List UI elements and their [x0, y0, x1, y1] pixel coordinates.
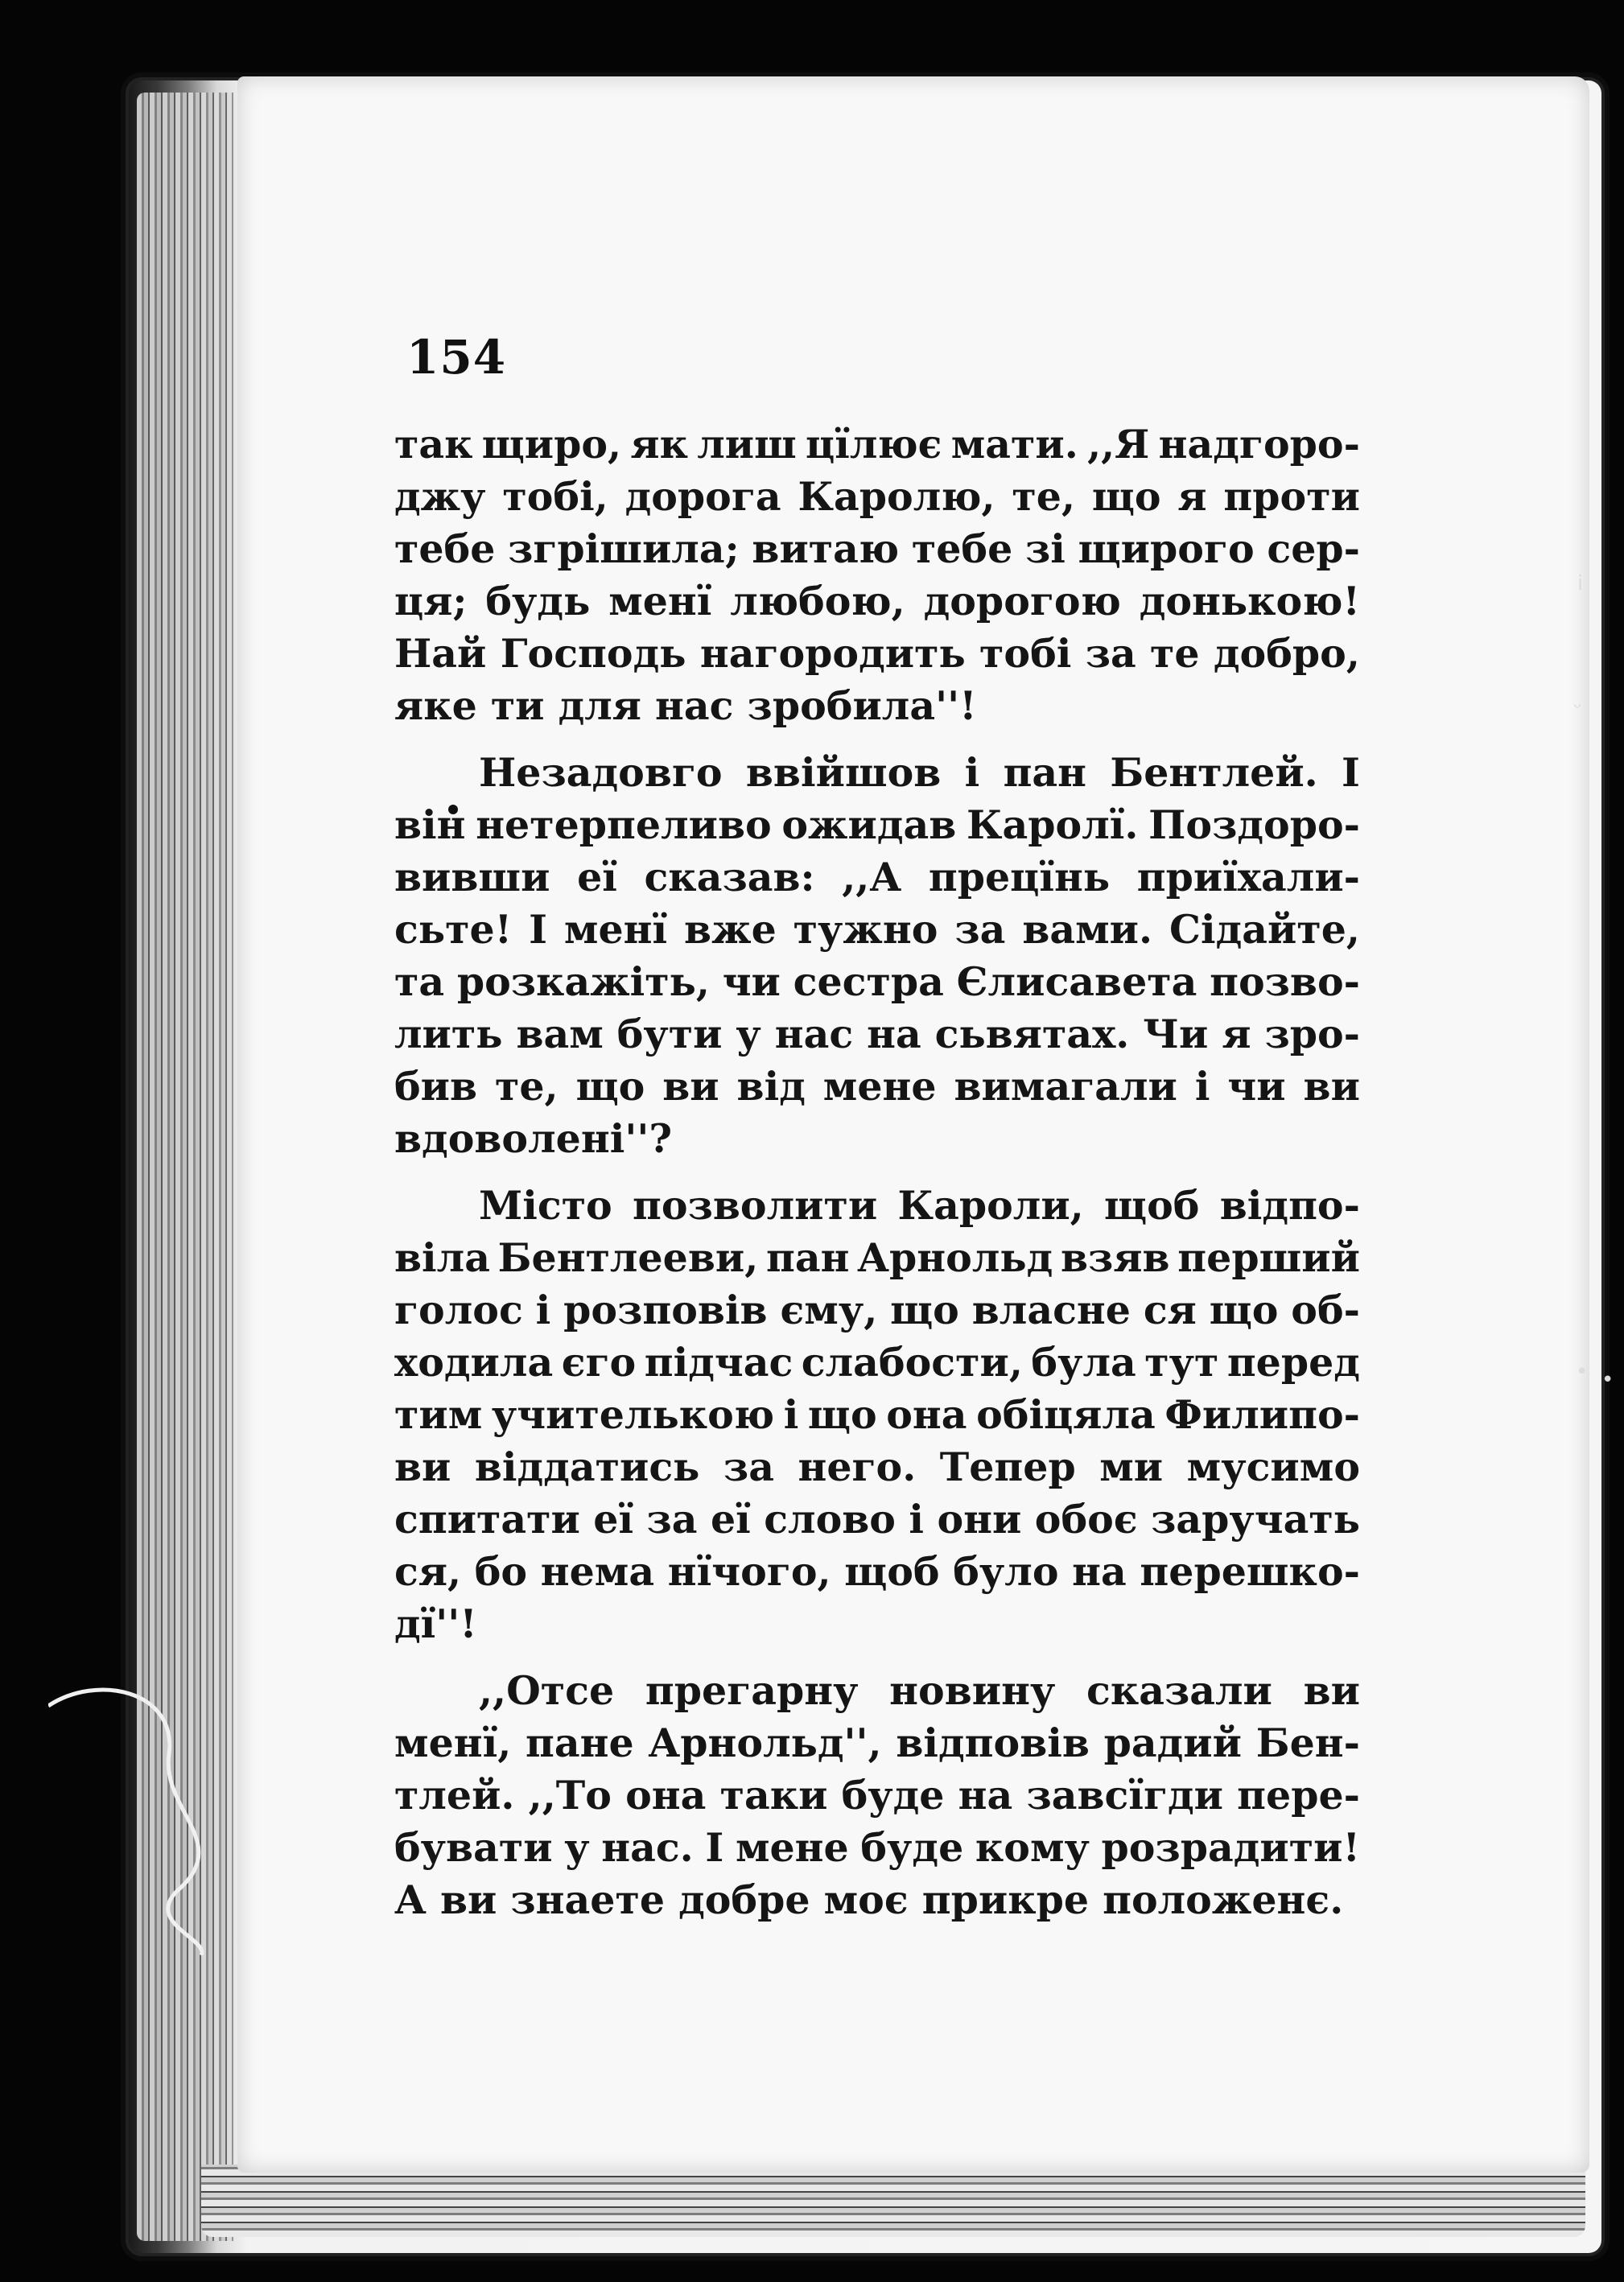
word: лить — [394, 1011, 503, 1057]
text-line — [394, 1546, 1360, 1598]
margin-speck: • — [1601, 1368, 1614, 1392]
text-line — [394, 1822, 1360, 1874]
word: за — [1085, 630, 1136, 677]
word: мати. — [950, 421, 1078, 468]
word: пере- — [1237, 1772, 1360, 1819]
word: нагородить — [699, 630, 966, 677]
word: Господь — [500, 630, 686, 677]
word: що — [575, 1063, 645, 1110]
page-number: 154 — [406, 330, 507, 385]
word: нїчого, — [667, 1548, 831, 1595]
thread-curl — [48, 1682, 209, 1955]
word: віддатись — [474, 1444, 700, 1490]
word: пан — [1003, 749, 1087, 796]
word: що — [807, 1391, 877, 1438]
text-line — [394, 1061, 1360, 1113]
word: на — [958, 1772, 1013, 1819]
word: тужно — [793, 906, 938, 953]
word: джу — [394, 473, 486, 520]
word: перед — [1226, 1339, 1360, 1386]
word: розрадити! — [1101, 1824, 1360, 1871]
word: на — [867, 1011, 921, 1057]
word: Сідайте, — [1169, 906, 1360, 953]
word: віла — [394, 1234, 490, 1281]
word: Єлисавета — [956, 958, 1197, 1005]
paragraph — [394, 1665, 1360, 1926]
word: на — [1072, 1548, 1127, 1595]
text-line — [394, 418, 1360, 471]
word: Бентлееви, — [497, 1234, 759, 1281]
word: донькою! — [1139, 578, 1360, 624]
word: за — [723, 1444, 774, 1490]
word: зі — [1025, 525, 1065, 572]
word: було — [953, 1548, 1059, 1595]
word: бути — [616, 1011, 723, 1057]
page-edges-bottom — [201, 2165, 1585, 2237]
body-text — [394, 418, 1360, 1926]
word: нас — [774, 1011, 854, 1057]
word: тобі — [979, 630, 1072, 677]
margin-speck: • — [1576, 1360, 1589, 1384]
word: так — [394, 421, 473, 468]
text-line — [394, 1337, 1360, 1389]
word: ми — [1099, 1444, 1164, 1490]
word: кому — [975, 1824, 1090, 1871]
word: будь — [485, 578, 591, 624]
word: щирого — [1078, 525, 1255, 572]
word: власне — [971, 1287, 1131, 1333]
word: щиро, — [481, 421, 622, 468]
word: бувати — [394, 1824, 553, 1871]
word: еї — [577, 854, 617, 900]
word: І — [529, 906, 547, 953]
word: він — [394, 801, 466, 848]
word: Арнольд — [857, 1234, 1053, 1281]
word: буде — [860, 1824, 964, 1871]
word: сказали — [1086, 1667, 1272, 1714]
word: Чи — [1143, 1011, 1209, 1057]
word: тебе — [394, 525, 496, 572]
word: бив — [394, 1063, 478, 1110]
paragraph-gap — [394, 1650, 1360, 1665]
word: сер- — [1267, 525, 1360, 572]
word: завсїгди — [1026, 1772, 1223, 1819]
word: я — [1222, 1011, 1251, 1057]
word: щоб — [1104, 1182, 1200, 1229]
word: менї, — [394, 1720, 512, 1766]
word: і — [964, 749, 980, 796]
word: надгоро- — [1158, 421, 1360, 468]
word: него. — [798, 1444, 917, 1490]
word: витаю — [752, 525, 900, 572]
word: Поздоро- — [1148, 801, 1360, 848]
word: радий — [1103, 1720, 1242, 1766]
word: ся, — [394, 1548, 462, 1595]
word: ,,То — [528, 1772, 612, 1819]
word: і — [909, 1496, 925, 1543]
word: Филипо- — [1164, 1391, 1360, 1438]
word: за — [954, 906, 1006, 953]
word: еї — [593, 1496, 634, 1543]
word: нетерпеливо — [476, 801, 772, 848]
word: мене — [822, 1063, 937, 1110]
word: розповів — [563, 1287, 768, 1333]
word: еї — [710, 1496, 751, 1543]
text-line — [394, 471, 1360, 523]
word: ,,Отсе — [479, 1667, 615, 1714]
word: і — [1194, 1063, 1210, 1110]
word: вивши — [394, 854, 550, 900]
word: прегарну — [645, 1667, 859, 1714]
margin-speck: ⅰ — [1577, 571, 1584, 595]
word: від — [736, 1063, 806, 1110]
word: лиш — [697, 421, 797, 468]
word: заручать — [1151, 1496, 1360, 1543]
text-line — [394, 851, 1360, 904]
word: І — [1342, 749, 1360, 796]
paragraph-gap — [394, 1165, 1360, 1180]
text-line — [394, 1389, 1360, 1441]
word: тим — [394, 1391, 483, 1438]
word: зро- — [1264, 1011, 1360, 1057]
word: вами. — [1022, 906, 1153, 953]
text-line — [394, 1180, 1360, 1232]
word: ввійшов — [745, 749, 942, 796]
word: пане — [526, 1720, 634, 1766]
word: тлей. — [394, 1772, 515, 1819]
paragraph — [394, 747, 1360, 1165]
word: она — [625, 1772, 707, 1819]
word: нас. — [601, 1824, 694, 1871]
word: она — [886, 1391, 967, 1438]
word: Місто — [479, 1182, 612, 1229]
text-line — [394, 799, 1360, 851]
word: спитати — [394, 1496, 580, 1543]
text-line — [394, 1008, 1360, 1061]
word: сьвятах. — [934, 1011, 1130, 1057]
word: відпо- — [1219, 1182, 1360, 1229]
text-line — [394, 904, 1360, 956]
word: Каролї. — [966, 801, 1139, 848]
word: они — [937, 1496, 1022, 1543]
word: менї — [608, 578, 712, 624]
word: ,,А — [842, 854, 902, 900]
word: я — [1177, 473, 1207, 520]
margin-speck: ᵕ — [1573, 696, 1582, 720]
word: слово — [764, 1496, 896, 1543]
word: і — [535, 1287, 551, 1333]
word: бо — [474, 1548, 528, 1595]
text-line — [394, 747, 1360, 799]
word: обіцяла — [976, 1391, 1156, 1438]
word: взяв — [1061, 1234, 1170, 1281]
word: тебе — [911, 525, 1013, 572]
word: що — [1091, 473, 1161, 520]
word: приїхали- — [1136, 854, 1360, 900]
word: таки — [719, 1772, 828, 1819]
word: обоє — [1034, 1496, 1138, 1543]
word: у — [564, 1824, 590, 1871]
text-line: А ви знаете добре моє прикре положенє. — [394, 1876, 1344, 1923]
word: згрішила; — [508, 525, 740, 572]
text-line — [394, 523, 1360, 575]
word: мене — [735, 1824, 849, 1871]
word: проти — [1223, 473, 1360, 520]
text-line: дї''! — [394, 1600, 477, 1647]
word: сьте! — [394, 906, 513, 953]
text-line — [394, 1441, 1360, 1493]
word: Кароли, — [897, 1182, 1084, 1229]
word: сказав: — [644, 854, 815, 900]
word: новину — [889, 1667, 1056, 1714]
word: об- — [1291, 1287, 1360, 1333]
word: Бентлей. — [1110, 749, 1318, 796]
word: як — [630, 421, 688, 468]
word: буде — [841, 1772, 945, 1819]
word: перший — [1177, 1234, 1360, 1281]
word: цїлює — [806, 421, 942, 468]
word: те, — [495, 1063, 559, 1110]
word: що — [890, 1287, 959, 1333]
word: прецїнь — [928, 854, 1111, 900]
word: те, — [1012, 473, 1076, 520]
text-line — [394, 1284, 1360, 1337]
word: менї — [563, 906, 668, 953]
word: добро, — [1213, 630, 1360, 677]
word: єму, — [780, 1287, 878, 1333]
paragraph-gap — [394, 732, 1360, 747]
text-line — [394, 1717, 1360, 1769]
word: щоб — [844, 1548, 940, 1595]
word: учителькою — [491, 1391, 775, 1438]
word: єго — [561, 1339, 637, 1386]
word: ожидав — [781, 801, 957, 848]
paragraph — [394, 1180, 1360, 1650]
text-line — [394, 1493, 1360, 1546]
word: дорогою — [923, 578, 1121, 624]
word: любою, — [730, 578, 905, 624]
text-line — [394, 628, 1360, 680]
word: за — [646, 1496, 698, 1543]
word: позво- — [1210, 958, 1360, 1005]
word: вам — [516, 1011, 604, 1057]
word: Най — [394, 630, 487, 677]
word: сестра — [793, 958, 944, 1005]
text-line: вдоволені''? — [394, 1115, 673, 1162]
word: ся — [1143, 1287, 1197, 1333]
word: позволити — [633, 1182, 878, 1229]
word: те — [1150, 630, 1200, 677]
paragraph — [394, 418, 1360, 732]
text-line — [394, 1232, 1360, 1284]
word: І — [705, 1824, 724, 1871]
word: ви — [394, 1444, 451, 1490]
text-line — [394, 956, 1360, 1008]
word: ви — [662, 1063, 719, 1110]
word: ,,Я — [1087, 421, 1150, 468]
word: мусимо — [1186, 1444, 1360, 1490]
word: нема — [540, 1548, 655, 1595]
word: пан — [765, 1234, 850, 1281]
text-line — [394, 1769, 1360, 1822]
word: ходила — [394, 1339, 554, 1386]
word: Незадовго — [479, 749, 723, 796]
word: що — [1209, 1287, 1279, 1333]
word: чи — [1227, 1063, 1286, 1110]
word: слабости, — [801, 1339, 1023, 1386]
word: тут — [1144, 1339, 1219, 1386]
word: Бен- — [1255, 1720, 1360, 1766]
word: ви — [1303, 1667, 1360, 1714]
word: вже — [684, 906, 777, 953]
word: чи — [722, 958, 781, 1005]
word: та — [394, 958, 445, 1005]
word: підчас — [644, 1339, 793, 1386]
text-line — [394, 575, 1360, 628]
word: Каролю, — [798, 473, 995, 520]
text-line: яке ти для нас зробила''! — [394, 682, 977, 729]
word: розкажіть, — [456, 958, 710, 1005]
text-line — [394, 1665, 1360, 1717]
word: Арнольд'', — [648, 1720, 882, 1766]
word: у — [736, 1011, 761, 1057]
word: вимагали — [954, 1063, 1177, 1110]
word: тобі, — [502, 473, 608, 520]
word: дорога — [624, 473, 781, 520]
word: відповів — [896, 1720, 1090, 1766]
word: голос — [394, 1287, 523, 1333]
word: ця; — [394, 578, 468, 624]
word: Тепер — [939, 1444, 1076, 1490]
word: і — [783, 1391, 799, 1438]
word: ви — [1303, 1063, 1360, 1110]
word: була — [1031, 1339, 1136, 1386]
word: перешко- — [1140, 1548, 1360, 1595]
